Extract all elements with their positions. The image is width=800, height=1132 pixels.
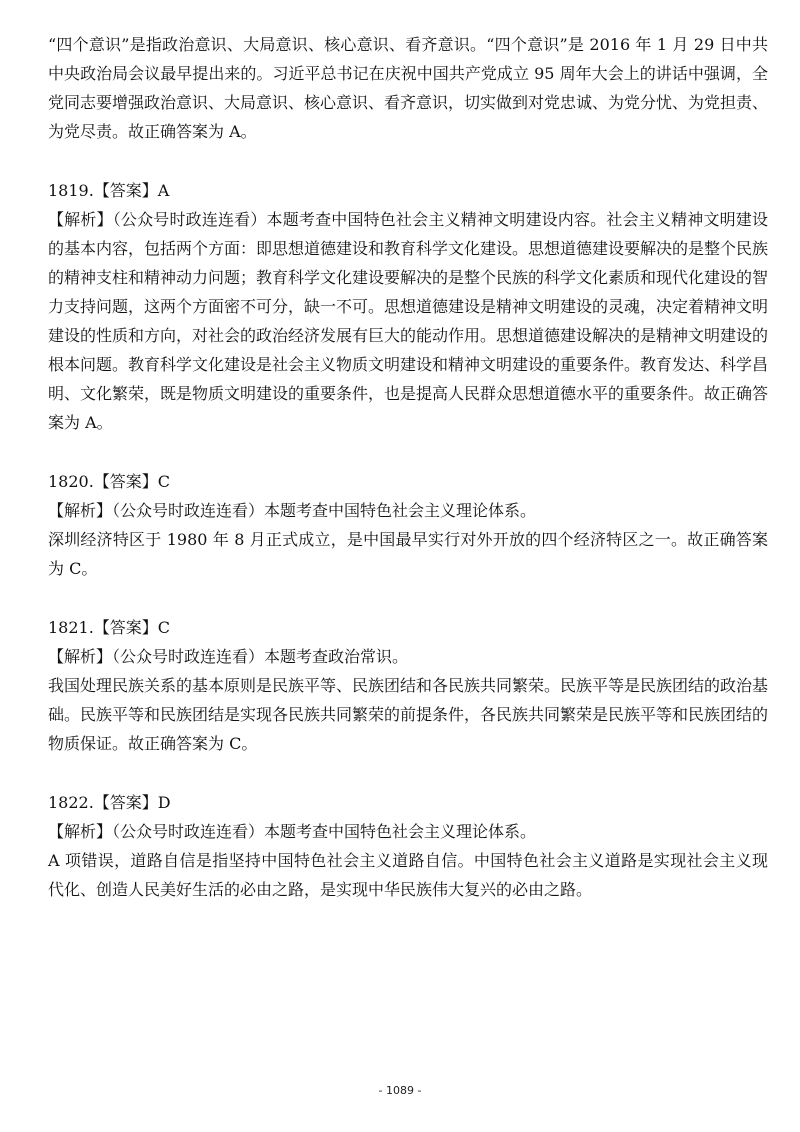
intro-paragraph: “四个意识”是指政治意识、大局意识、核心意识、看齐意识。“四个意识”是 2016 年 1 月 29 日中共中央政治局会议最早提出来的。习近平总书记在庆祝中国共产党成立 95 周年大会上的讲话中强调，全党同志要增强政治意识、大局意识、核心意识、看齐意识，切实做到对党忠诚、为党分忧、为党担责、为党尽责。故正确答案为 A。 [48,35,769,141]
document-page [48,30,768,904]
analysis-paragraph: 深圳经济特区于 1980 年 8 月正式成立，是中国最早实行对外开放的四个经济特区之一。故正确答案为 C。 [48,530,768,578]
analysis-heading: 【解析】（公众号时政连连看）本题考查中国特色社会主义理论体系。 [48,822,537,841]
answer-line: 1822.【答案】D [48,793,171,812]
analysis-paragraph: 我国处理民族关系的基本原则是民族平等、民族团结和各民族共同繁荣。民族平等是民族团结的政治基础。民族平等和民族团结是实现各民族共同繁荣的前提条件，各民族共同繁荣是民族平等和民族团结的物质保证。故正确答案为 C。 [48,676,769,753]
question-1821 [48,613,768,758]
answer-line: 1820.【答案】C [48,472,171,491]
answer-line: 1819.【答案】A [48,181,170,200]
answer-line: 1821.【答案】C [48,618,171,637]
analysis-heading: 【解析】（公众号时政连连看）本题考查中国特色社会主义理论体系。 [48,501,537,520]
analysis-paragraph: 【解析】（公众号时政连连看）本题考查中国特色社会主义精神文明建设内容。社会主义精神文明建设的基本内容，包括两个方面：即思想道德建设和教育科学文化建设。思想道德建设要解决的是整个民族的精神支柱和精神动力问题；教育科学文化建设要解决的是整个民族的科学文化素质和现代化建设的智力支持问题，这两个方面密不可分，缺一不可。思想道德建设是精神文明建设的灵魂，决定着精神文明建设的性质和方向，对社会的政治经济发展有巨大的能动作用。思想道德建设解决的是精神文明建设的根本问题。教育科学文化建设是社会主义物质文明建设和精神文明建设的重要条件。教育发达、科学昌明、文化繁荣，既是物质文明建设的重要条件，也是提高人民群众思想道德水平的重要条件。故正确答案为 A。 [48,210,769,432]
analysis-paragraph: A 项错误，道路自信是指坚持中国特色社会主义道路自信。中国特色社会主义道路是实现社会主义现代化、创造人民美好生活的必由之路，是实现中华民族伟大复兴的必由之路。 [48,851,768,899]
page-number: - 1089 - [378,1084,422,1097]
question-1820 [48,467,768,583]
question-1822 [48,788,768,904]
question-1819 [48,176,768,437]
analysis-heading: 【解析】（公众号时政连连看）本题考查政治常识。 [48,647,409,666]
